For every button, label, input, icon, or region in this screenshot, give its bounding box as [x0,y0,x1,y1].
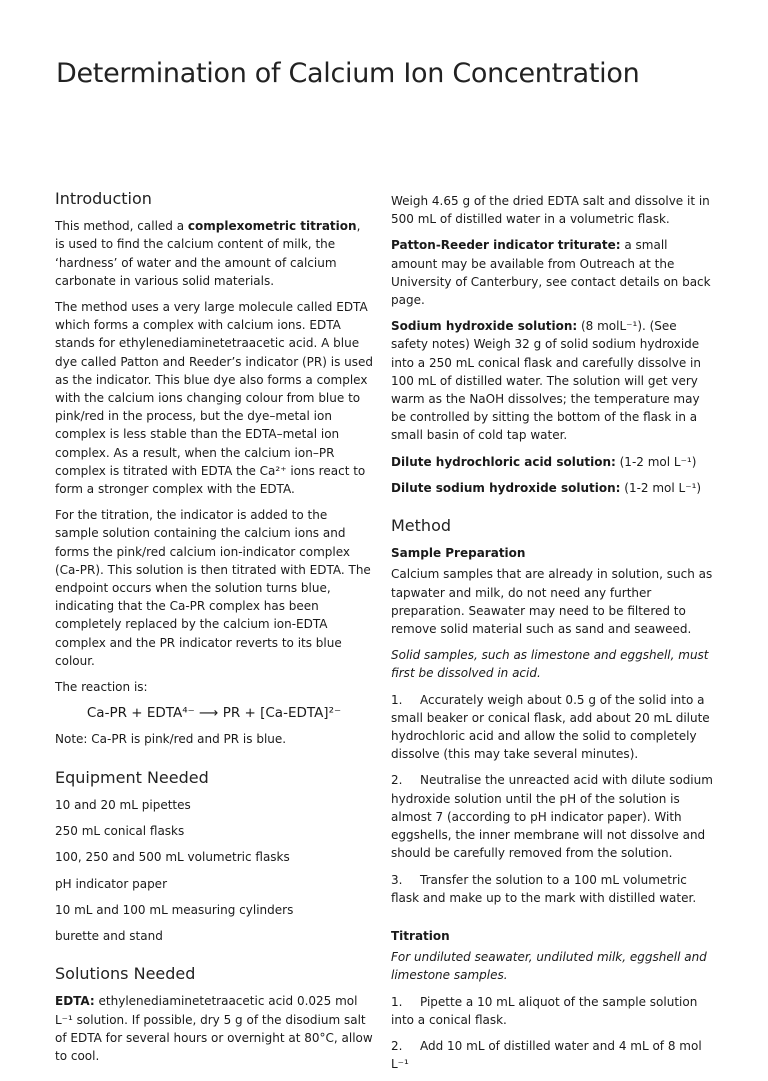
equipment-item: 100, 250 and 500 mL volumetric flasks [55,850,290,865]
page-title: Determination of Calcium Ion Concentration [56,58,640,89]
intro-paragraph-2: The method uses a very large molecule called EDTA which forms a complex with calcium ions. EDTA stands for ethylenediaminetetraacetic acid. A blue dye called Patton and Reeder’s indicator (PR) is used as the indicator. This blue dye also forms a complex with the calcium ions changing colour from blue to pink/red in the process, but the dye–metal ion complex is less stable than the EDTA–metal ion complex. As a result, when the calcium ion–PR complex is titrated with EDTA the Ca²⁺ ions react to form a stronger complex with the EDTA. [55,300,373,497]
hcl-solution-paragraph: Dilute hydrochloric acid solution: (1-2 mol L⁻¹) [391,454,697,469]
edta-solution-continued: Weigh 4.65 g of the dried EDTA salt and dissolve it in 500 mL of distilled water in a volumetric flask. [391,194,710,227]
equipment-item: 250 mL conical flasks [55,824,185,839]
reaction-label: The reaction is: [55,680,148,695]
edta-solution-paragraph: EDTA: ethylenediaminetetraacetic acid 0.025 mol L⁻¹ solution. If possible, dry 5 g of the disodium salt of EDTA for several hours or overnight at 80°C, allow to cool. [55,994,373,1063]
pr-indicator-paragraph: Patton-Reeder indicator triturate: a small amount may be available from Outreach at the University of Canterbury, see contact details on back page. [391,238,711,308]
method-heading: Method [391,516,452,536]
titration-step: 1. Pipette a 10 mL aliquot of the sample solution into a conical flask. [391,994,698,1027]
left-column [55,190,373,1073]
dilute-naoh-paragraph: Dilute sodium hydroxide solution: (1-2 mol L⁻¹) [391,480,702,495]
solid-samples-note: Solid samples, such as limestone and eggshell, must first be dissolved in acid. [391,648,709,681]
intro-paragraph-3: For the titration, the indicator is added to the sample solution containing the calcium ions and forms the pink/red calcium ion-indicator complex (Ca-PR). This solution is then titrated with EDTA. The endpoint occurs when the solution turns blue, indicating that the Ca-PR complex has been completely replaced by the calcium ion-EDTA complex and the PR indicator reverts to its blue colour. [55,508,371,668]
intro-paragraph-1: This method, called a complexometric titration, is used to find the calcium content of milk, the ‘hardness’ of water and the amount of calcium carbonate in various solid materials. [55,219,361,288]
naoh-solution-paragraph: Sodium hydroxide solution: (8 molL⁻¹). (See safety notes) Weigh 32 g of solid sodium hydroxide into a 250 mL conical flask and carefully dissolve in 100 mL of distilled water. The solution will get very warm as the NaOH dissolves; the temperature may be controlled by sitting the bottom of the flask in a small basin of cold tap water. [391,319,701,443]
prep-step: 2. Neutralise the unreacted acid with dilute sodium hydroxide solution until the pH of the solution is almost 7 (according to pH indicator paper). With eggshells, the inner membrane will not dissolve and should be carefully removed from the solution. [391,773,713,861]
equipment-item: 10 and 20 mL pipettes [55,797,191,812]
sample-paragraph: Calcium samples that are already in solution, such as tapwater and milk, do not need any further preparation. Seawater may need to be filtered to remove solid material such as sand and seaweed. [391,567,713,637]
reaction-equation: Ca-PR + EDTA⁴⁻ ⟶ PR + [Ca-EDTA]²⁻ [86,705,342,722]
equipment-heading: Equipment Needed [55,767,209,787]
sample-preparation-heading: Sample Preparation [391,546,526,561]
equipment-item: pH indicator paper [55,876,167,891]
equipment-item: 10 mL and 100 mL measuring cylinders [55,902,294,917]
prep-step: 3. Transfer the solution to a 100 mL volumetric flask and make up to the mark with distilled water. [391,872,697,905]
introduction-heading: Introduction [55,189,152,208]
prep-step: 1. Accurately weigh about 0.5 g of the solid into a small beaker or conical flask, add about 20 mL dilute hydrochloric acid and allow the solid to completely dissolve (this may take several minutes). [391,692,710,762]
titration-note: For undiluted seawater, undiluted milk, eggshell and limestone samples. [391,950,707,983]
complexometric-titration-term: complexometric titration [187,219,357,234]
titration-heading: Titration [391,928,450,943]
equipment-item: burette and stand [55,928,163,943]
titration-step: 2. Add 10 mL of distilled water and 4 mL of 8 mol L⁻¹ [391,1038,702,1072]
right-column [391,192,715,1081]
reaction-note: Note: Ca-PR is pink/red and PR is blue. [55,732,287,747]
solutions-heading: Solutions Needed [55,964,196,984]
